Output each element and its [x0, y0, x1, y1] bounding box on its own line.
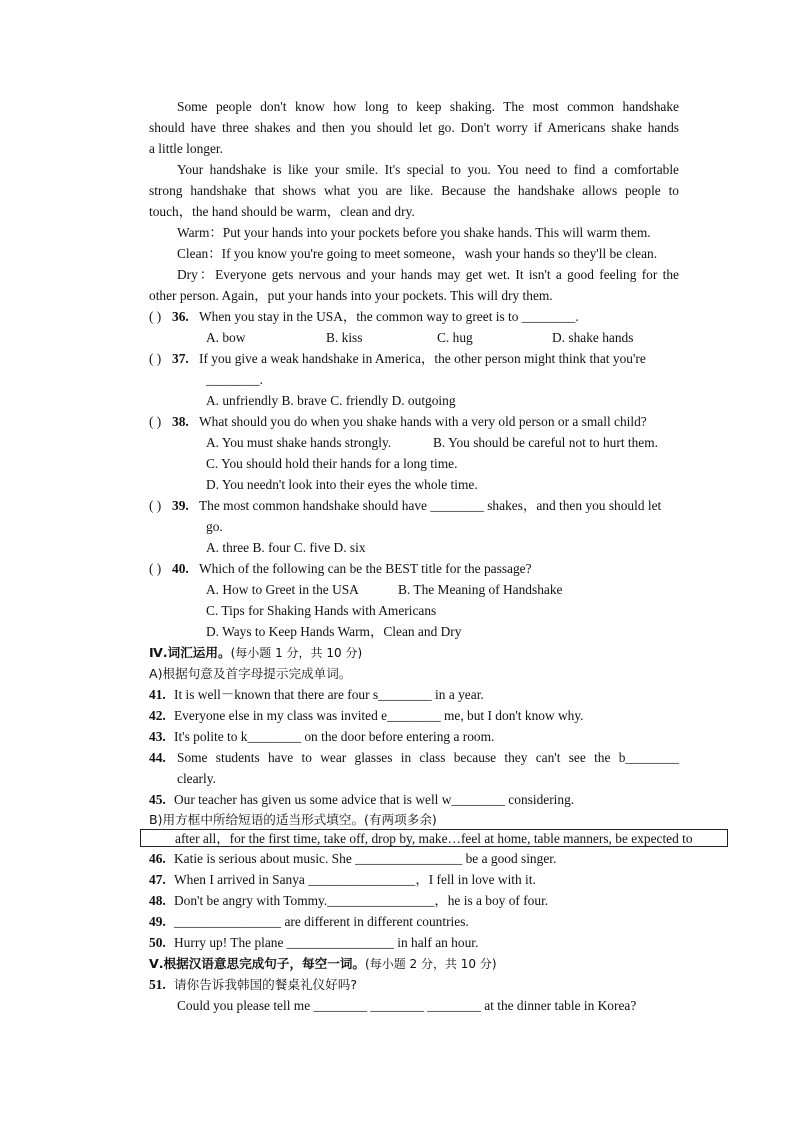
option: A. How to Greet in the USA [206, 582, 359, 597]
passage-line: should have three shakes and then you should let go. Don't worry if Americans shake hands [149, 120, 679, 135]
question-number: 43. [149, 729, 166, 744]
question-text: When you stay in the USA，the common way to greet is to ________. [199, 309, 579, 324]
question-text: clearly. [177, 771, 216, 786]
options: A. three B. four C. five D. six [206, 540, 366, 555]
question-number: 49. [149, 914, 166, 929]
question-text: Don't be angry with Tommy.________________，he is a boy of four. [174, 893, 549, 908]
question-number: 39. [172, 498, 189, 513]
option: D. You needn't look into their eyes the whole time. [206, 477, 478, 492]
question-text: It's polite to k________ on the door before entering a room. [174, 729, 495, 744]
question-number: 46. [149, 851, 166, 866]
question-number: 41. [149, 687, 166, 702]
passage-line: strong handshake that shows what you are like. Because the handshake allows people to [149, 183, 679, 198]
question-number: 51. [149, 977, 166, 992]
question-text: What should you do when you shake hands with a very old person or a small child? [199, 414, 647, 429]
passage-line: Warm：Put your hands into your pockets before you shake hands. This will warm them. [177, 225, 651, 240]
section-title: Ⅳ.词汇运用。 [149, 645, 231, 660]
question-number: 36. [172, 309, 189, 324]
option: A. You must shake hands strongly. [206, 435, 392, 450]
question-number: 48. [149, 893, 166, 908]
question-text: Could you please tell me ________ ________ ________ at the dinner table in Korea? [177, 998, 637, 1013]
question-text: ________. [206, 372, 263, 387]
question-text: The most common handshake should have ________ shakes，and then you should let [199, 498, 662, 513]
section-score: (每小题 2 分，共 10 分) [365, 957, 497, 971]
passage-line: a little longer. [149, 141, 224, 156]
part-heading: A)根据句意及首字母提示完成单词。 [149, 666, 352, 681]
question-number: 50. [149, 935, 166, 950]
passage-line: Clean：If you know you're going to meet someone，wash your hands so they'll be clean. [177, 246, 658, 261]
option: B. The Meaning of Handshake [398, 582, 563, 597]
answer-paren: ( ) [149, 561, 162, 576]
passage-line: touch，the hand should be warm，clean and dry. [149, 204, 415, 219]
question-chinese: 请你告诉我韩国的餐桌礼仪好吗? [174, 977, 357, 992]
question-number: 40. [172, 561, 189, 576]
passage-line: Dry：Everyone gets nervous and your hands may get wet. It isn't a good feeling for the [177, 267, 679, 282]
word-box-text: after all，for the first time, take off, drop by, make…feel at home, table manners, be expected to [175, 831, 693, 846]
option: C. You should hold their hands for a long time. [206, 456, 458, 471]
question-text: ________________ are different in different countries. [174, 914, 469, 929]
part-heading: B)用方框中所给短语的适当形式填空。(有两项多余) [149, 812, 437, 827]
answer-paren: ( ) [149, 498, 162, 513]
question-number: 44. [149, 750, 166, 765]
question-text: go. [206, 519, 223, 534]
question-number: 37. [172, 351, 189, 366]
word-box [140, 829, 728, 847]
section-score: (每小题 1 分，共 10 分) [230, 646, 363, 660]
question-text: Some students have to wear glasses in class because they can't see the b________ [177, 750, 679, 765]
question-text: When I arrived in Sanya ________________，I fell in love with it. [174, 872, 536, 887]
passage-line: Some people don't know how long to keep shaking. The most common handshake [177, 99, 679, 114]
options: A. unfriendly B. brave C. friendly D. outgoing [206, 393, 456, 408]
option: A. bow [206, 330, 246, 345]
answer-paren: ( ) [149, 351, 162, 366]
passage-line: other person. Again，put your hands into your pockets. This will dry them. [149, 288, 553, 303]
section-title: Ⅴ.根据汉语意思完成句子，每空一词。 [149, 956, 366, 971]
section-heading [149, 955, 497, 973]
answer-paren: ( ) [149, 309, 162, 324]
question-text: Which of the following can be the BEST title for the passage? [199, 561, 532, 576]
option: B. You should be careful not to hurt them. [433, 435, 659, 450]
question-text: Katie is serious about music. She ________________ be a good singer. [174, 851, 557, 866]
option: C. hug [437, 330, 473, 345]
question-number: 45. [149, 792, 166, 807]
question-text: Our teacher has given us some advice that is well w________ considering. [174, 792, 575, 807]
option: B. kiss [326, 330, 363, 345]
question-number: 47. [149, 872, 166, 887]
section-heading [149, 644, 362, 662]
answer-paren: ( ) [149, 414, 162, 429]
question-text: Hurry up! The plane ________________ in half an hour. [174, 935, 479, 950]
question-text: If you give a weak handshake in America，the other person might think that you're [199, 351, 646, 366]
option: D. Ways to Keep Hands Warm，Clean and Dry [206, 624, 462, 639]
option: D. shake hands [552, 330, 634, 345]
question-text: It is well－known that there are four s________ in a year. [174, 687, 484, 702]
passage-line: Your handshake is like your smile. It's special to you. You need to find a comfortable [177, 162, 679, 177]
question-number: 38. [172, 414, 189, 429]
question-text: Everyone else in my class was invited e________ me, but I don't know why. [174, 708, 584, 723]
question-number: 42. [149, 708, 166, 723]
option: C. Tips for Shaking Hands with Americans [206, 603, 437, 618]
